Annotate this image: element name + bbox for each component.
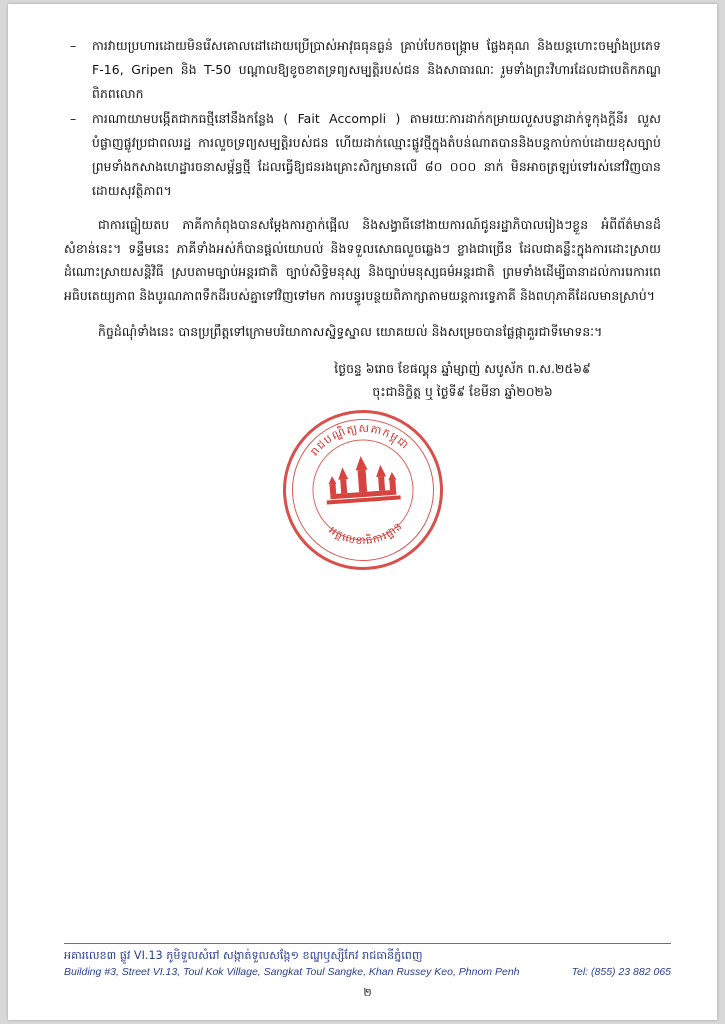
page-number: ២	[363, 986, 372, 999]
footer-telephone: Tel: (855) 23 882 065	[571, 966, 671, 978]
list-item	[64, 34, 661, 105]
list-item-text: ការណាយាមបង្កើតជាកធថ្មីនៅនឹងកន្លែង ( Fait Accompli ) តាមរយៈការដាក់កម្រាយលួសបន្លាដាក់ទូកុងក្តីនីរ លួសបំផ្លាញផ្លូវប្រជាពលរដ្ឋ ការលួចទ្រព្យសម្បត្តិរបស់ជន ហើយដាក់ឈ្មោះផ្លូវថ្មីក្នុងតំបន់ណាតបាននិងបន្តកាប់កាប់ដោយខុសច្បាប់ ព្រមទាំងកសាងហេដ្ឋារចនាសម្ព័ន្ធថ្មី ដែលធ្វើឱ្យជនរងគ្រោះសិក្សមានលើ ៨០ ០០០ នាក់ មិនអាចត្រឡប់ទៅរស់នៅវិញបានដោយសុវត្ថិភាព។	[92, 111, 661, 198]
bullet-list	[64, 34, 661, 203]
list-item	[64, 107, 661, 202]
signature-date-buddhist: ថ្ងៃចន្ទ ៦រោច ខែផល្គុន ឆ្នាំម្សាញ់ សបូស័ក ព.ស.២៥៦៩	[334, 361, 591, 377]
body-paragraph-1: ជាការធ្លៀយតប ភាគីកាកំពុងបានសម្តែងការភ្ញាក់ផ្អើល និងសង្វាធីនៅងាយការណ៍ជូនរដ្ឋាភិបាលរៀងៗខ្លួន អំពីព័ត៌មានដ៏សំខាន់នេះ។ ទន្ទឹមនេះ ភាគីទាំងអស់ក៏បានផ្តល់យោបល់ និងទទួលសោធលួចឆ្លេងៗ ខ្លាងជាច្រើន ដែលជាគន្លឹះក្នុងការដោះស្រាយដំណោះស្រាយសន្តិវិធី ស្របតាមច្បាប់អន្តរជាតិ ច្បាប់សិទ្ធិមនុស្ស និងច្បាប់មនុស្សធម៌អន្តរជាតិ ព្រមទាំងដើម្បីធានាដល់ការរេការពេអធិបតេយ្យភាព និងបូរណភាពទឹកដីរបស់គ្នាទៅវិញទៅមក ការបន្ធូរបន្ថយពិភាក្សាតាមយន្តការទ្វេភាគី និងពហុភាគីដែលមានស្រាប់។	[64, 216, 661, 304]
document-content	[8, 4, 717, 590]
signature-date-gregorian: ចុះជានិក្ខិត្ត ឬ ថ្ងៃទី៩ ខែមីនា ឆ្នាំ២០២៦	[372, 384, 553, 400]
seal-bottom-text: អគ្គលេខាធិការដ្ឋាន	[326, 519, 405, 548]
footer-divider	[64, 943, 671, 944]
list-item-text: ការវាយប្រហារដោយមិនរើសគោលដៅដោយប្រើប្រាស់អាវុធធុនធ្ងន់ គ្រាប់បែកចង្រ្កោម ផ្លែងគុណ និងយន្តហោះចម្បាំងប្រភេទ F-16, Gripen និង T-50 បណ្តាលឱ្យខូចខាតទ្រព្យសម្បត្តិរបស់ជន និងសាធារណៈ រួមទាំងព្រះវិហារដែលជាបេតិកភណ្ឌពិភពលោក	[92, 38, 661, 101]
official-seal	[277, 405, 448, 576]
seal-top-text: រាជបណ្ឌិត្យសភាកម្ពុជា	[307, 421, 412, 459]
body-paragraph-2: កិច្ចដំណុំទាំងនេះ បានប្រព្រឹត្តទៅក្រោមបរិយាកាសស្និទ្ធស្នាល យោគយល់ និងសម្រេចបានផ្លែផ្កាគួរជាទីមោទនៈ។	[98, 324, 603, 340]
signature-block	[64, 358, 661, 404]
document-page	[8, 4, 717, 1020]
dash-marker: –	[70, 38, 77, 53]
footer-address-km: អគារលេខ៣ ផ្លូវ VI.13 ភូមិទួលសំរៅ សង្កាត់ទួលសង្កែ១ ខណ្ឌឫស្សីកែវ រាជធានីភ្នំពេញ	[64, 949, 423, 963]
footer-address-en: Building #3, Street VI.13, Toul Kok Village, Sangkat Toul Sangke, Khan Russey Keo, Phnom Penh	[64, 966, 520, 978]
page-footer	[64, 943, 671, 1002]
dash-marker: –	[70, 111, 77, 127]
angkor-wat-icon	[321, 451, 402, 508]
svg-text:អគ្គលេខាធិការដ្ឋាន	[325, 519, 405, 550]
stamp-area	[64, 410, 661, 590]
